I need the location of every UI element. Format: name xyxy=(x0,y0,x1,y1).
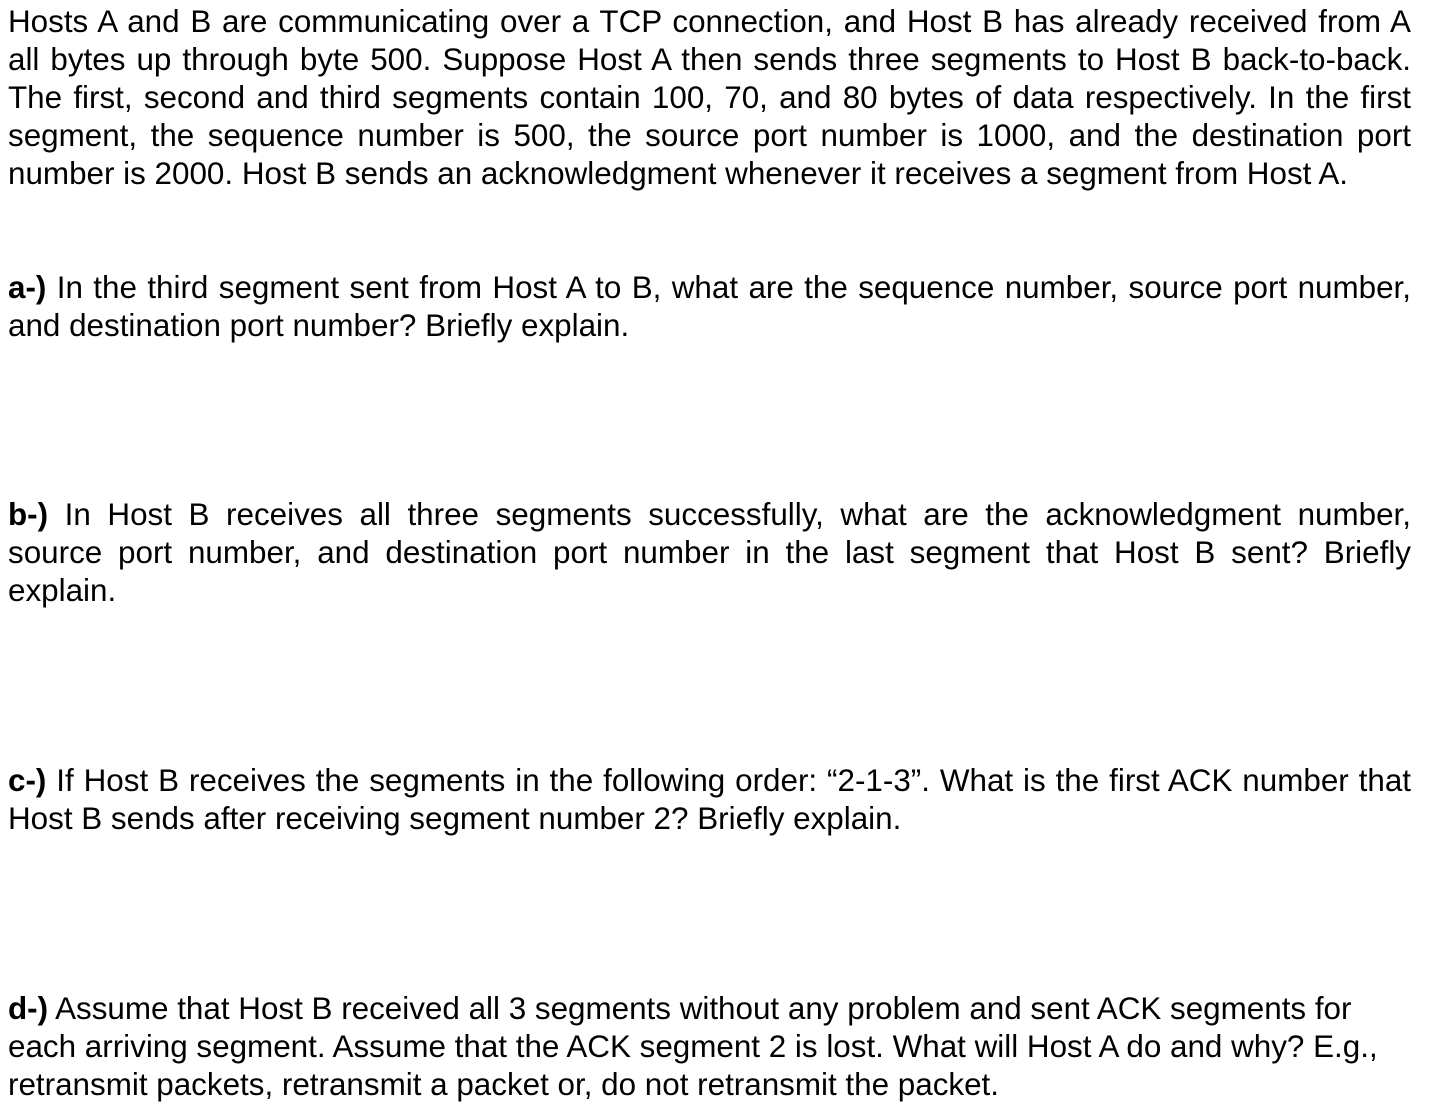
question-a-body: In the third segment sent from Host A to B, what are the sequence number, source port number, and destination port number? Briefly explain. xyxy=(8,270,1411,343)
question-c-body: If Host B receives the segments in the following order: “2-1-3”. What is the first ACK number that Host B sends after receiving segment number 2? Briefly explain. xyxy=(8,763,1411,836)
problem-statement: Hosts A and B are communicating over a TCP connection, and Host B has already received from A all bytes up through byte 500. Suppose Host A then sends three segments to Host B back-to-back. The first, second and third segments contain 100, 70, and 80 bytes of data respectively. In the first segment, the sequence number is 500, the source port number is 1000, and the destination port number is 2000. Host B sends an acknowledgment whenever it receives a segment from Host A. xyxy=(8,4,1411,191)
question-a-text xyxy=(8,269,1411,345)
question-b-body: In Host B receives all three segments successfully, what are the acknowledgment number, source port number, and destination port number in the last segment that Host B sent? Briefly explain. xyxy=(8,497,1411,608)
question-b-text xyxy=(8,496,1411,610)
question-d xyxy=(8,990,1411,1104)
question-c-text xyxy=(8,762,1411,838)
question-c xyxy=(8,762,1411,838)
question-a-label: a-) xyxy=(8,270,47,305)
question-c-label: c-) xyxy=(8,763,47,798)
question-d-body: Assume that Host B received all 3 segments without any problem and sent ACK segments for each arriving segment. Assume that the ACK segment 2 is lost. What will Host A do and why? E.g., retransmit packets, retransmit a packet or, do not retransmit the packet. xyxy=(8,991,1378,1102)
question-b xyxy=(8,496,1411,610)
question-a xyxy=(8,269,1411,345)
question-b-label: b-) xyxy=(8,497,49,532)
question-d-text xyxy=(8,990,1411,1104)
question-d-label: d-) xyxy=(8,991,49,1026)
